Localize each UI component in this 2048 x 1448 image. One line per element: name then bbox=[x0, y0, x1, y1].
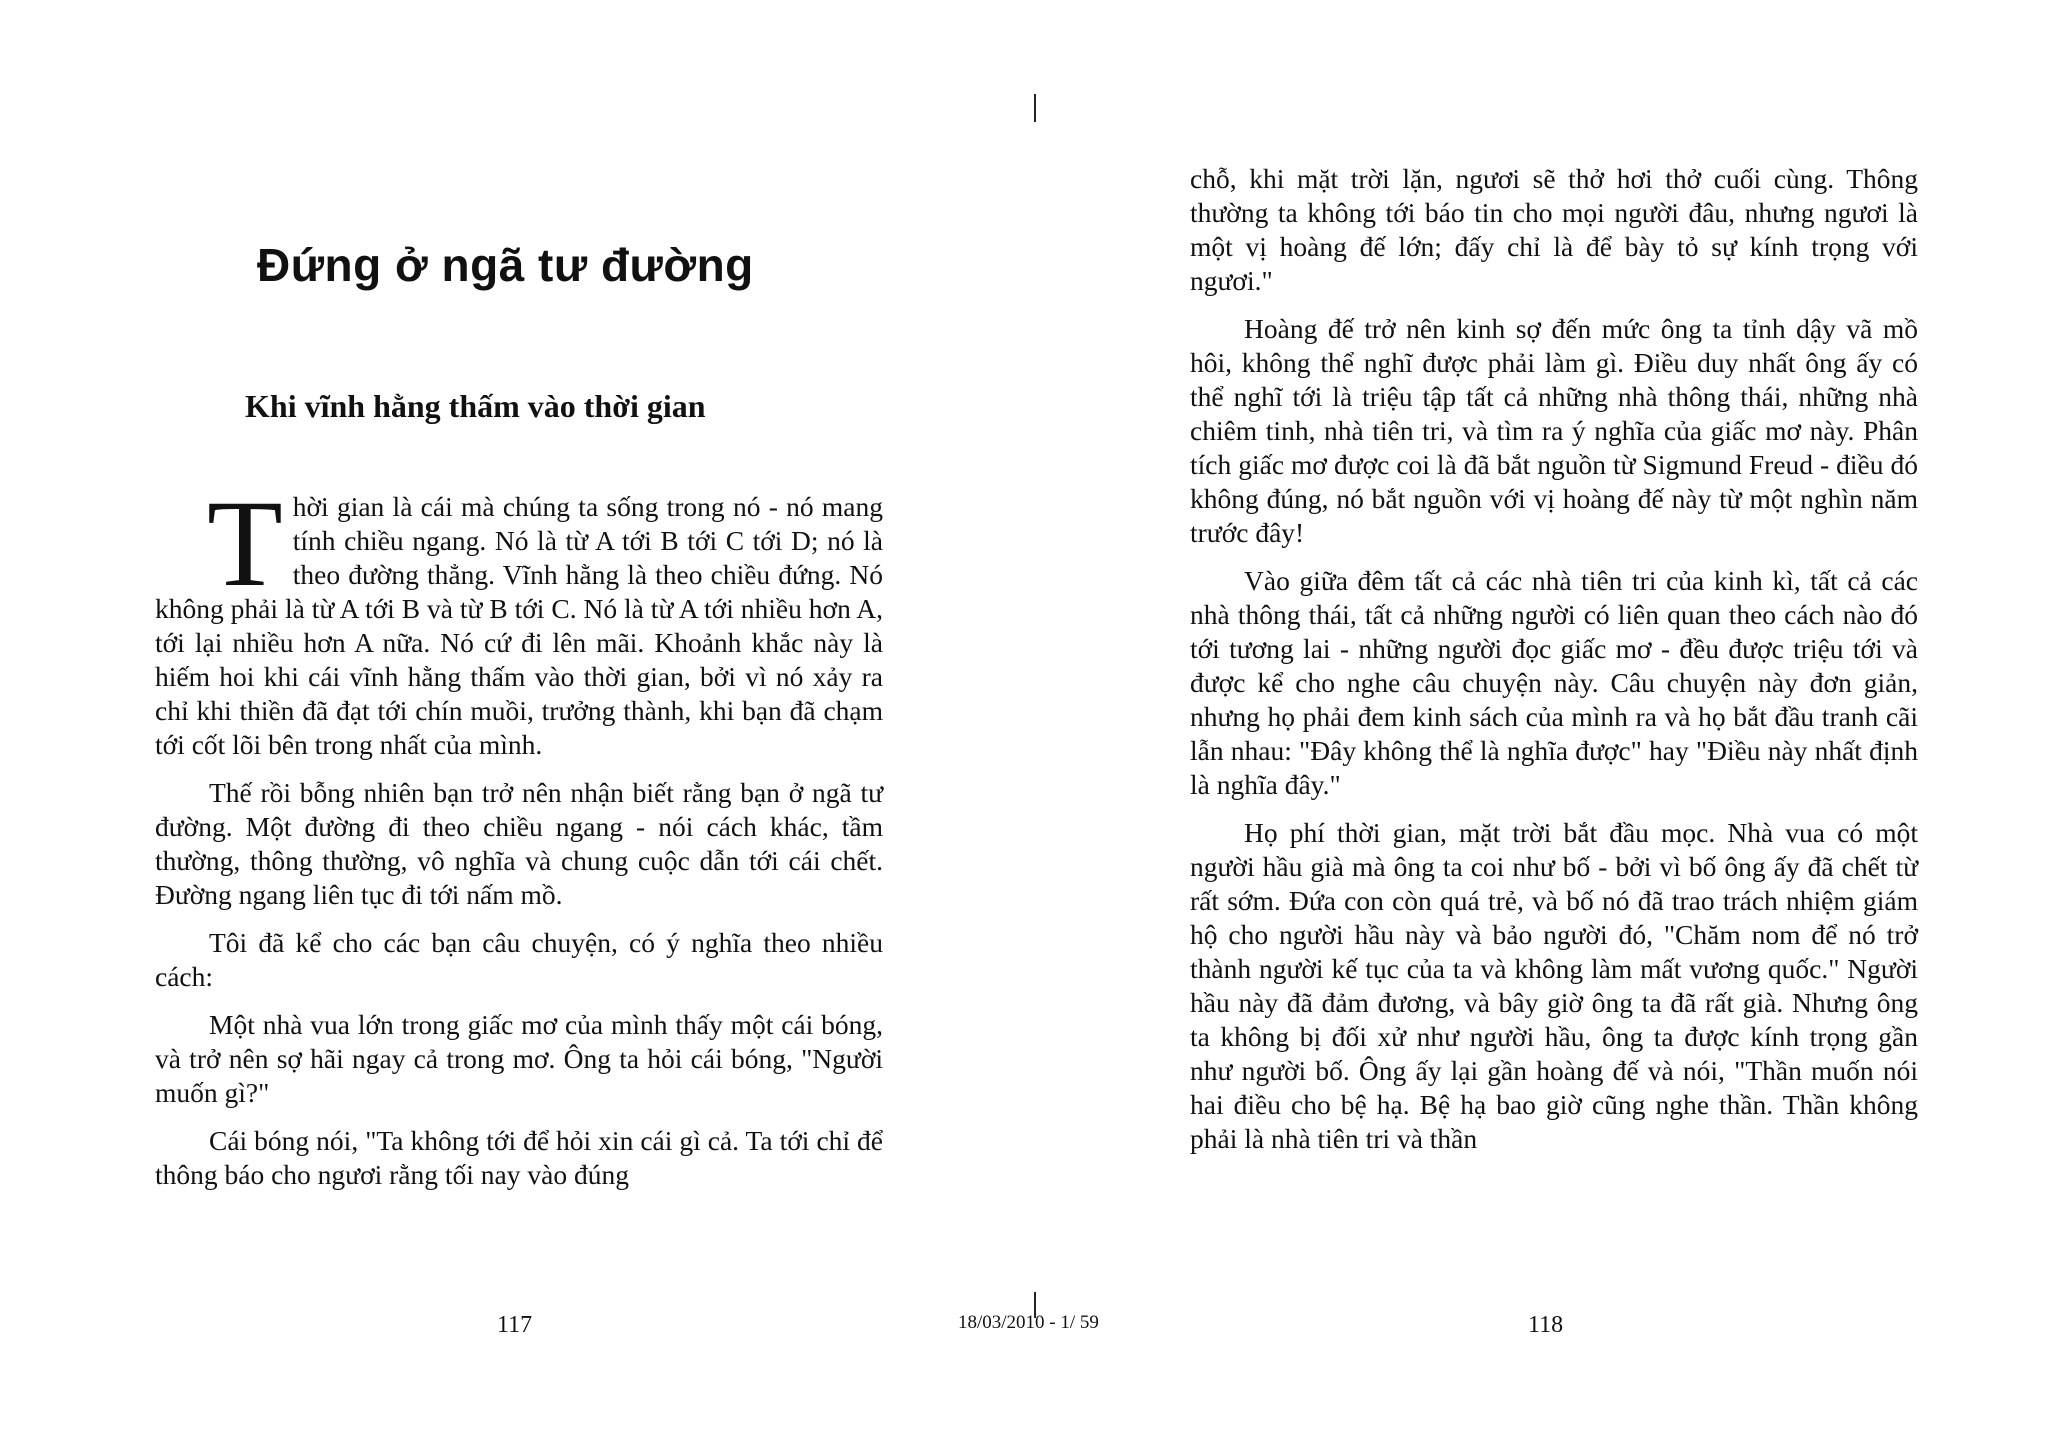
continuation-paragraph: chỗ, khi mặt trời lặn, ngươi sẽ thở hơi thở cuối cùng. Thông thường ta không tới báo tin cho mọi người đâu, nhưng ngươi là một vị hoàng đế lớn; đấy chỉ là để bày tỏ sự kính trọng với ngươi." bbox=[1190, 163, 1918, 296]
paragraph: Hoàng đế trở nên kinh sợ đến mức ông ta tỉnh dậy vã mồ hôi, không thể nghĩ được phải làm gì. Điều duy nhất ông ấy có thể nghĩ tới là triệu tập tất cả những nhà thông thái, những nhà chiêm tinh, nhà tiên tri, và tìm ra ý nghĩa của giấc mơ này. Phân tích giấc mơ được coi là đã bắt nguồn từ Sigmund Freud - điều đó không đúng, nó bắt nguồn với vị hoàng đế này từ một nghìn năm trước đây! bbox=[1190, 313, 1918, 548]
page-number-right: 118 bbox=[1528, 1312, 1564, 1338]
left-page-body bbox=[155, 475, 883, 1206]
opening-paragraph-text: hời gian là cái mà chúng ta sống trong nó - nó mang tính chiều ngang. Nó là từ A tới B tới C tới D; nó là theo đường thẳng. Vĩnh hằng là theo chiều đứng. Nó không phải là từ A tới B và từ B tới C. Nó là từ A tới nhiều hơn A, tới lại nhiều hơn A nữa. Nó cứ đi lên mãi. Khoảnh khắc này là hiếm hoi khi cái vĩnh hằng thấm vào thời gian, bởi vì nó xảy ra chỉ khi thiền đã đạt tới chín muồi, trưởng thành, khi bạn đã chạm tới cốt lõi bên trong nhất của mình. bbox=[155, 491, 883, 760]
drop-cap: T bbox=[207, 475, 283, 612]
print-stamp: 18/03/2010 - 1/ 59 bbox=[958, 1312, 1099, 1333]
right-page-body bbox=[1190, 162, 1918, 1170]
chapter-title: Đứng ở ngã tư đường bbox=[257, 239, 754, 291]
page-number-left: 117 bbox=[497, 1312, 533, 1338]
paragraph: Họ phí thời gian, mặt trời bắt đầu mọc. Nhà vua có một người hầu già mà ông ta coi như bố - bởi vì bố ông ấy đã chết từ rất sớm. Đứa con còn quá trẻ, và bố nó đã trao trách nhiệm giám hộ cho người hầu này và bảo người đó, "Chăm nom để nó trở thành người kế tục của ta và không làm mất vương quốc." Người hầu này đã đảm đương, và bây giờ ông ta đã rất già. Nhưng ông ta không bị đối xử như người hầu, ông ta được kính trọng gần như người bố. Ông ấy lại gần hoàng đế và nói, "Thần muốn nói hai điều cho bệ hạ. Bệ hạ bao giờ cũng nghe thần. Thần không phải là nhà tiên tri và thần bbox=[1190, 817, 1918, 1154]
paragraph: Cái bóng nói, "Ta không tới để hỏi xin cái gì cả. Ta tới chỉ để thông báo cho ngươi rằng tối nay vào đúng bbox=[155, 1125, 883, 1190]
paragraph: Tôi đã kể cho các bạn câu chuyện, có ý nghĩa theo nhiều cách: bbox=[155, 927, 883, 992]
paragraph: Một nhà vua lớn trong giấc mơ của mình thấy một cái bóng, và trở nên sợ hãi ngay cả trong mơ. Ông ta hỏi cái bóng, "Người muốn gì?" bbox=[155, 1009, 883, 1108]
opening-paragraph bbox=[155, 475, 883, 762]
fold-mark-top bbox=[1034, 94, 1036, 122]
section-title: Khi vĩnh hằng thấm vào thời gian bbox=[245, 388, 706, 424]
paragraph: Thế rồi bỗng nhiên bạn trở nên nhận biết rằng bạn ở ngã tư đường. Một đường đi theo chiều ngang - nói cách khác, tầm thường, thông thường, vô nghĩa và chung cuộc dẫn tới cái chết. Đường ngang liên tục đi tới nấm mồ. bbox=[155, 777, 883, 910]
paragraph: Vào giữa đêm tất cả các nhà tiên tri của kinh kì, tất cả các nhà thông thái, tất cả những người có liên quan theo cách nào đó tới tương lai - những người đọc giấc mơ - đều được triệu tới và được kể cho nghe câu chuyện này. Câu chuyện này đơn giản, nhưng họ phải đem kinh sách của mình ra và họ bắt đầu tranh cãi lẫn nhau: "Đây không thể là nghĩa được" hay "Điều này nhất định là nghĩa đây." bbox=[1190, 565, 1918, 800]
